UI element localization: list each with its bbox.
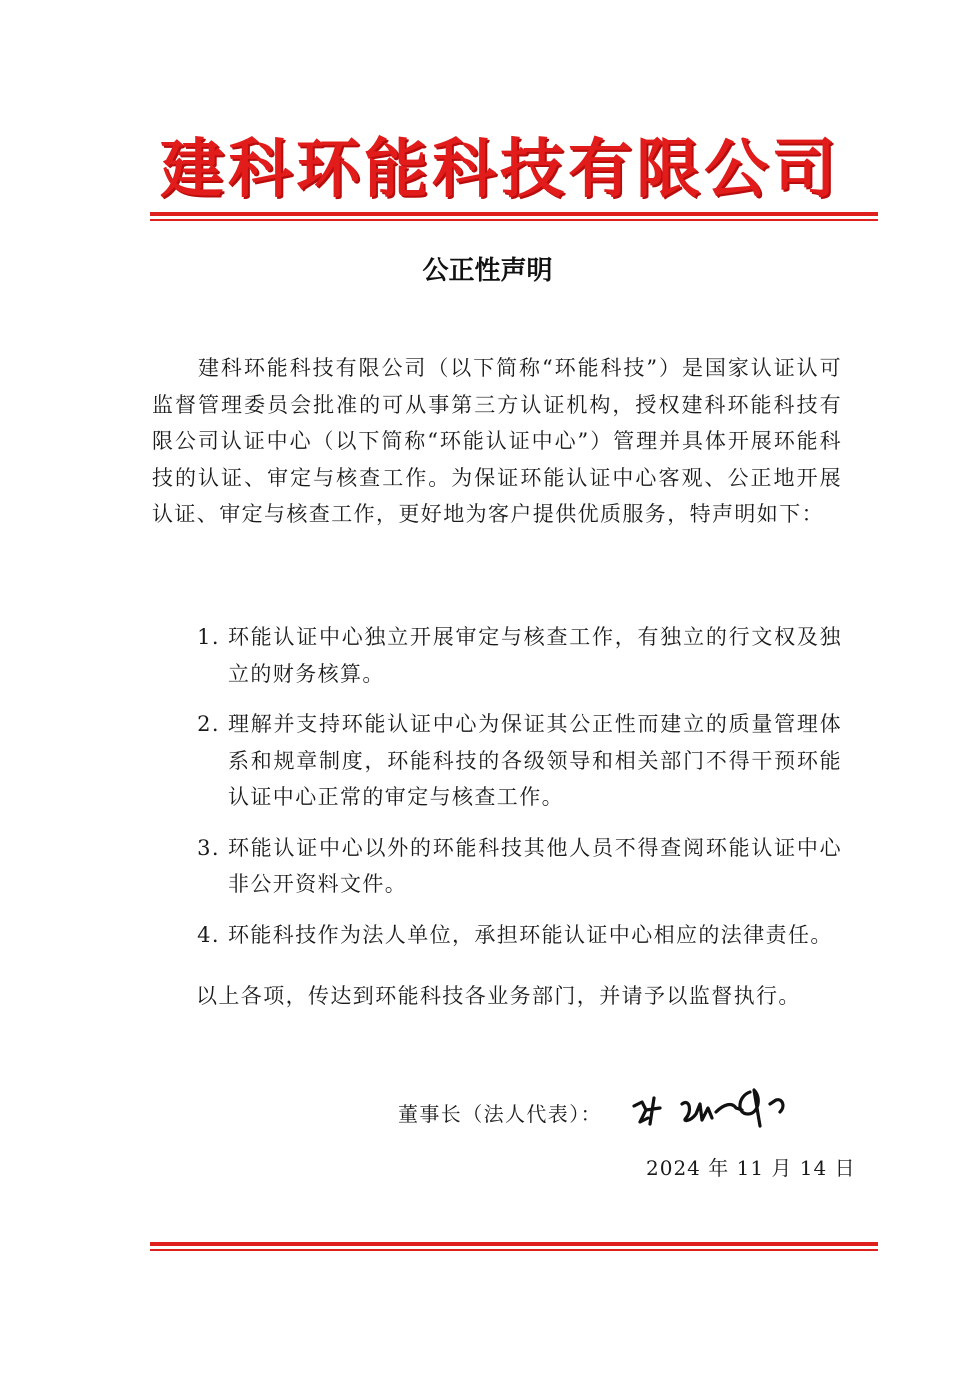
letterhead-divider bbox=[150, 212, 878, 221]
intro-paragraph: 建科环能科技有限公司（以下简称“环能科技”）是国家认证认可监督管理委员会批准的可从事第三方认证机构，授权建科环能科技有限公司认证中心（以下简称“环能认证中心”）管理并具体开展环能科技的认证、审定与核查工作。为保证环能认证中心客观、公正地开展认证、审定与核查工作，更好地为客户提供优质服务，特声明如下： bbox=[152, 356, 842, 526]
item-number: 1. bbox=[197, 625, 220, 649]
list-item bbox=[152, 706, 842, 816]
closing-sentence: 以上各项，传达到环能科技各业务部门，并请予以监督执行。 bbox=[196, 984, 801, 1008]
item-text: 理解并支持环能认证中心为保证其公正性而建立的质量管理体系和规章制度，环能科技的各级领导和相关部门不得干预环能认证中心正常的审定与核查工作。 bbox=[228, 712, 842, 809]
list-item bbox=[152, 917, 842, 954]
item-number: 2. bbox=[197, 712, 220, 736]
signature-date: 2024 年 11 月 14 日 bbox=[646, 1156, 856, 1180]
item-number: 4. bbox=[197, 922, 220, 947]
handwritten-signature bbox=[620, 1068, 820, 1148]
item-text: 环能认证中心独立开展审定与核查工作，有独立的行文权及独立的财务核算。 bbox=[228, 625, 842, 686]
document-title: 公正性声明 bbox=[422, 256, 553, 286]
signer-label: 董事长（法人代表）： bbox=[398, 1102, 602, 1126]
item-text: 环能认证中心以外的环能科技其他人员不得查阅环能认证中心非公开资料文件。 bbox=[228, 835, 842, 896]
company-letterhead: 建科环能科技有限公司 bbox=[160, 133, 840, 207]
list-item bbox=[152, 619, 842, 692]
declaration-list bbox=[152, 619, 842, 967]
item-text: 环能科技作为法人单位，承担环能认证中心相应的法律责任。 bbox=[228, 922, 833, 947]
footer-divider bbox=[150, 1242, 878, 1251]
list-item bbox=[152, 830, 842, 903]
item-number: 3. bbox=[197, 835, 220, 860]
